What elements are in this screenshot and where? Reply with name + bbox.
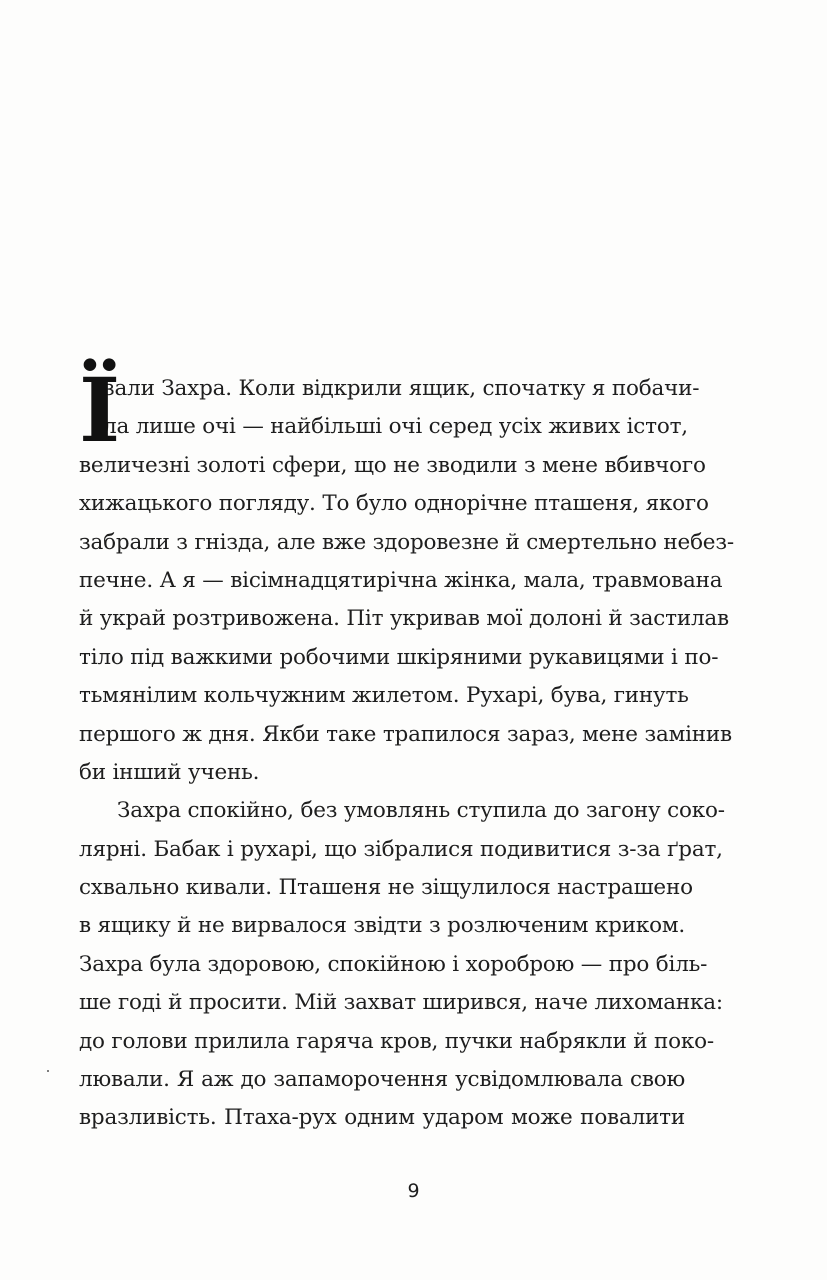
text-line: тіло під важкими робочими шкіряними рукавицями і по-: [79, 644, 719, 670]
page-number: 9: [407, 1180, 420, 1202]
text-line: тьмянілим кольчужним жилетом. Рухарі, бува, гинуть: [79, 683, 689, 709]
text-line: печне. А я — вісімнадцятирічна жінка, мала, травмована: [79, 567, 723, 593]
drop-cap: Ї: [79, 358, 121, 462]
paragraph-2: [79, 792, 725, 1138]
text-line: ла лише очі — найбільші очі серед усіх живих істот,: [103, 414, 688, 440]
paragraph-1: [79, 370, 734, 792]
text-line: вразливість. Птаха-рух одним ударом може повалити: [79, 1105, 685, 1131]
text-line: ше годі й просити. Мій захват ширився, наче лихоманка:: [79, 990, 723, 1016]
text-line: Захра спокійно, без умовлянь ступила до загону соко-: [117, 798, 725, 824]
text-line: в ящику й не вирвалося звідти з розлюченим криком.: [79, 913, 685, 939]
text-line: величезні золоті сфери, що не зводили з мене вбивчого: [79, 452, 706, 478]
body-text: [79, 358, 734, 1138]
text-line: лювали. Я аж до запаморочення усвідомлювала свою: [79, 1067, 685, 1093]
text-line: Захра була здоровою, спокійною і хороброю — про біль-: [79, 951, 708, 977]
text-line: хижацького погляду. То було однорічне пташеня, якого: [79, 491, 709, 517]
text-line: забрали з гнізда, але вже здоровезне й смертельно небез-: [79, 529, 734, 555]
text-line: зали Захра. Коли відкрили ящик, спочатку я побачи-: [103, 376, 700, 401]
text-line: схвально кивали. Пташеня не зіщулилося настрашено: [79, 875, 693, 901]
text-line: би інший учень.: [79, 759, 260, 785]
text-line: першого ж дня. Якби таке трапилося зараз, мене замінив: [79, 721, 732, 747]
text-line: лярні. Бабак і рухарі, що зібралися подивитися з-за ґрат,: [79, 836, 723, 862]
text-line: й украй розтривожена. Піт укривав мої долоні й застилав: [79, 606, 729, 632]
text-line: до голови прилила гаряча кров, пучки набрякли й поко-: [79, 1028, 714, 1054]
scan-speck: [47, 1070, 49, 1072]
